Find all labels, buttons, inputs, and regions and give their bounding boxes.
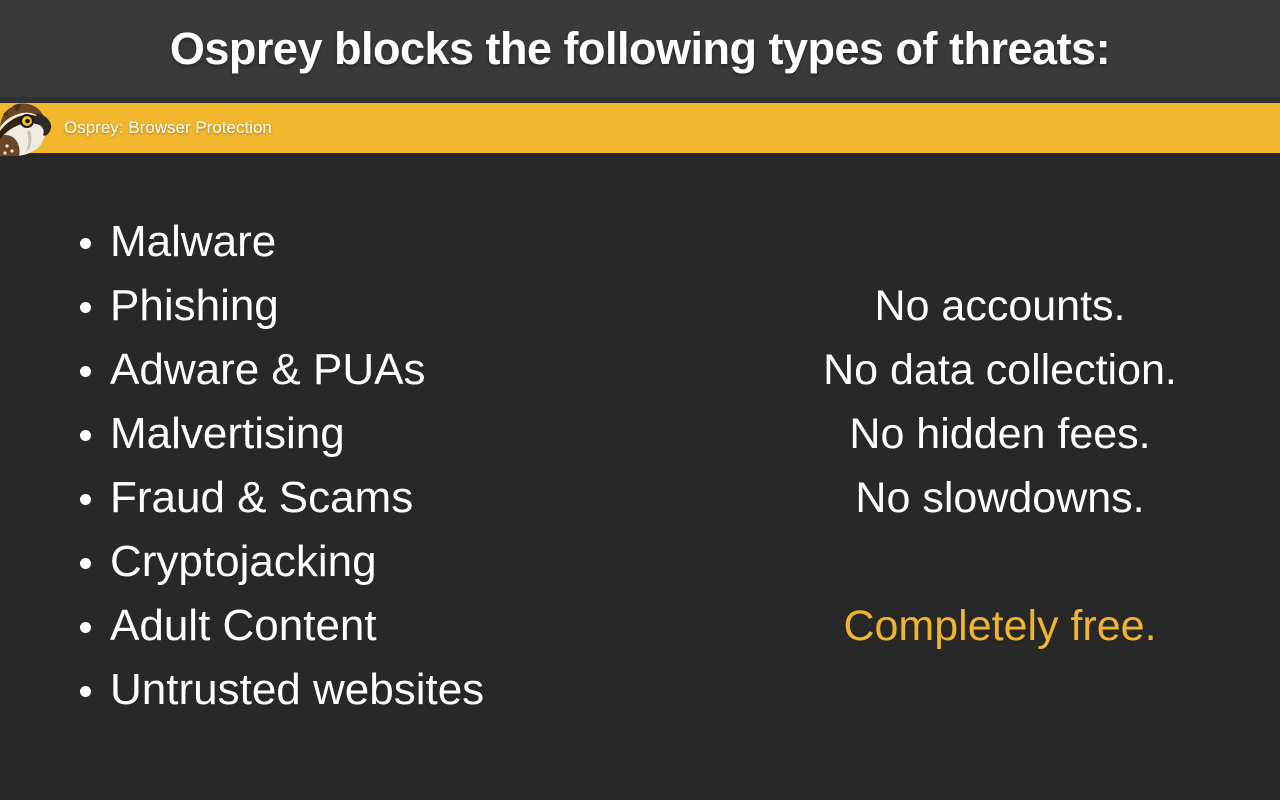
bullet-icon [80, 622, 91, 633]
benefit-item: No hidden fees. [849, 410, 1151, 458]
threat-label: Adult Content [110, 601, 377, 650]
benefit-item: No accounts. [874, 282, 1126, 330]
osprey-logo-icon [0, 100, 56, 156]
threat-label: Fraud & Scams [110, 473, 414, 522]
threats-list [72, 210, 484, 722]
benefits-list [755, 274, 1245, 658]
threat-item [72, 402, 484, 466]
title-bar [0, 0, 1280, 103]
threat-label: Cryptojacking [110, 537, 377, 586]
threat-label: Malware [110, 217, 277, 266]
benefits-spacer [755, 530, 1245, 594]
threat-item [72, 530, 484, 594]
threat-item [72, 274, 484, 338]
page-title: Osprey blocks the following types of threats: [169, 22, 1111, 74]
threat-label: Malvertising [110, 409, 345, 458]
threat-item [72, 210, 484, 274]
bullet-icon [80, 558, 91, 569]
main-content [0, 153, 1280, 800]
bullet-icon [80, 302, 91, 313]
benefit-item: No slowdowns. [855, 474, 1145, 522]
bullet-icon [80, 430, 91, 441]
threat-label: Adware & PUAs [110, 345, 426, 394]
bullet-icon [80, 494, 91, 505]
threat-item [72, 338, 484, 402]
brand-label: Osprey: Browser Protection [64, 118, 272, 137]
threat-item [72, 658, 484, 722]
threat-label: Phishing [110, 281, 279, 330]
threat-item [72, 594, 484, 658]
bullet-icon [80, 686, 91, 697]
threat-item [72, 466, 484, 530]
free-highlight: Completely free. [843, 602, 1157, 650]
benefit-item: No data collection. [823, 346, 1177, 394]
brand-bar [0, 103, 1280, 153]
threat-label: Untrusted websites [110, 665, 485, 714]
bullet-icon [80, 366, 91, 377]
bullet-icon [80, 238, 91, 249]
